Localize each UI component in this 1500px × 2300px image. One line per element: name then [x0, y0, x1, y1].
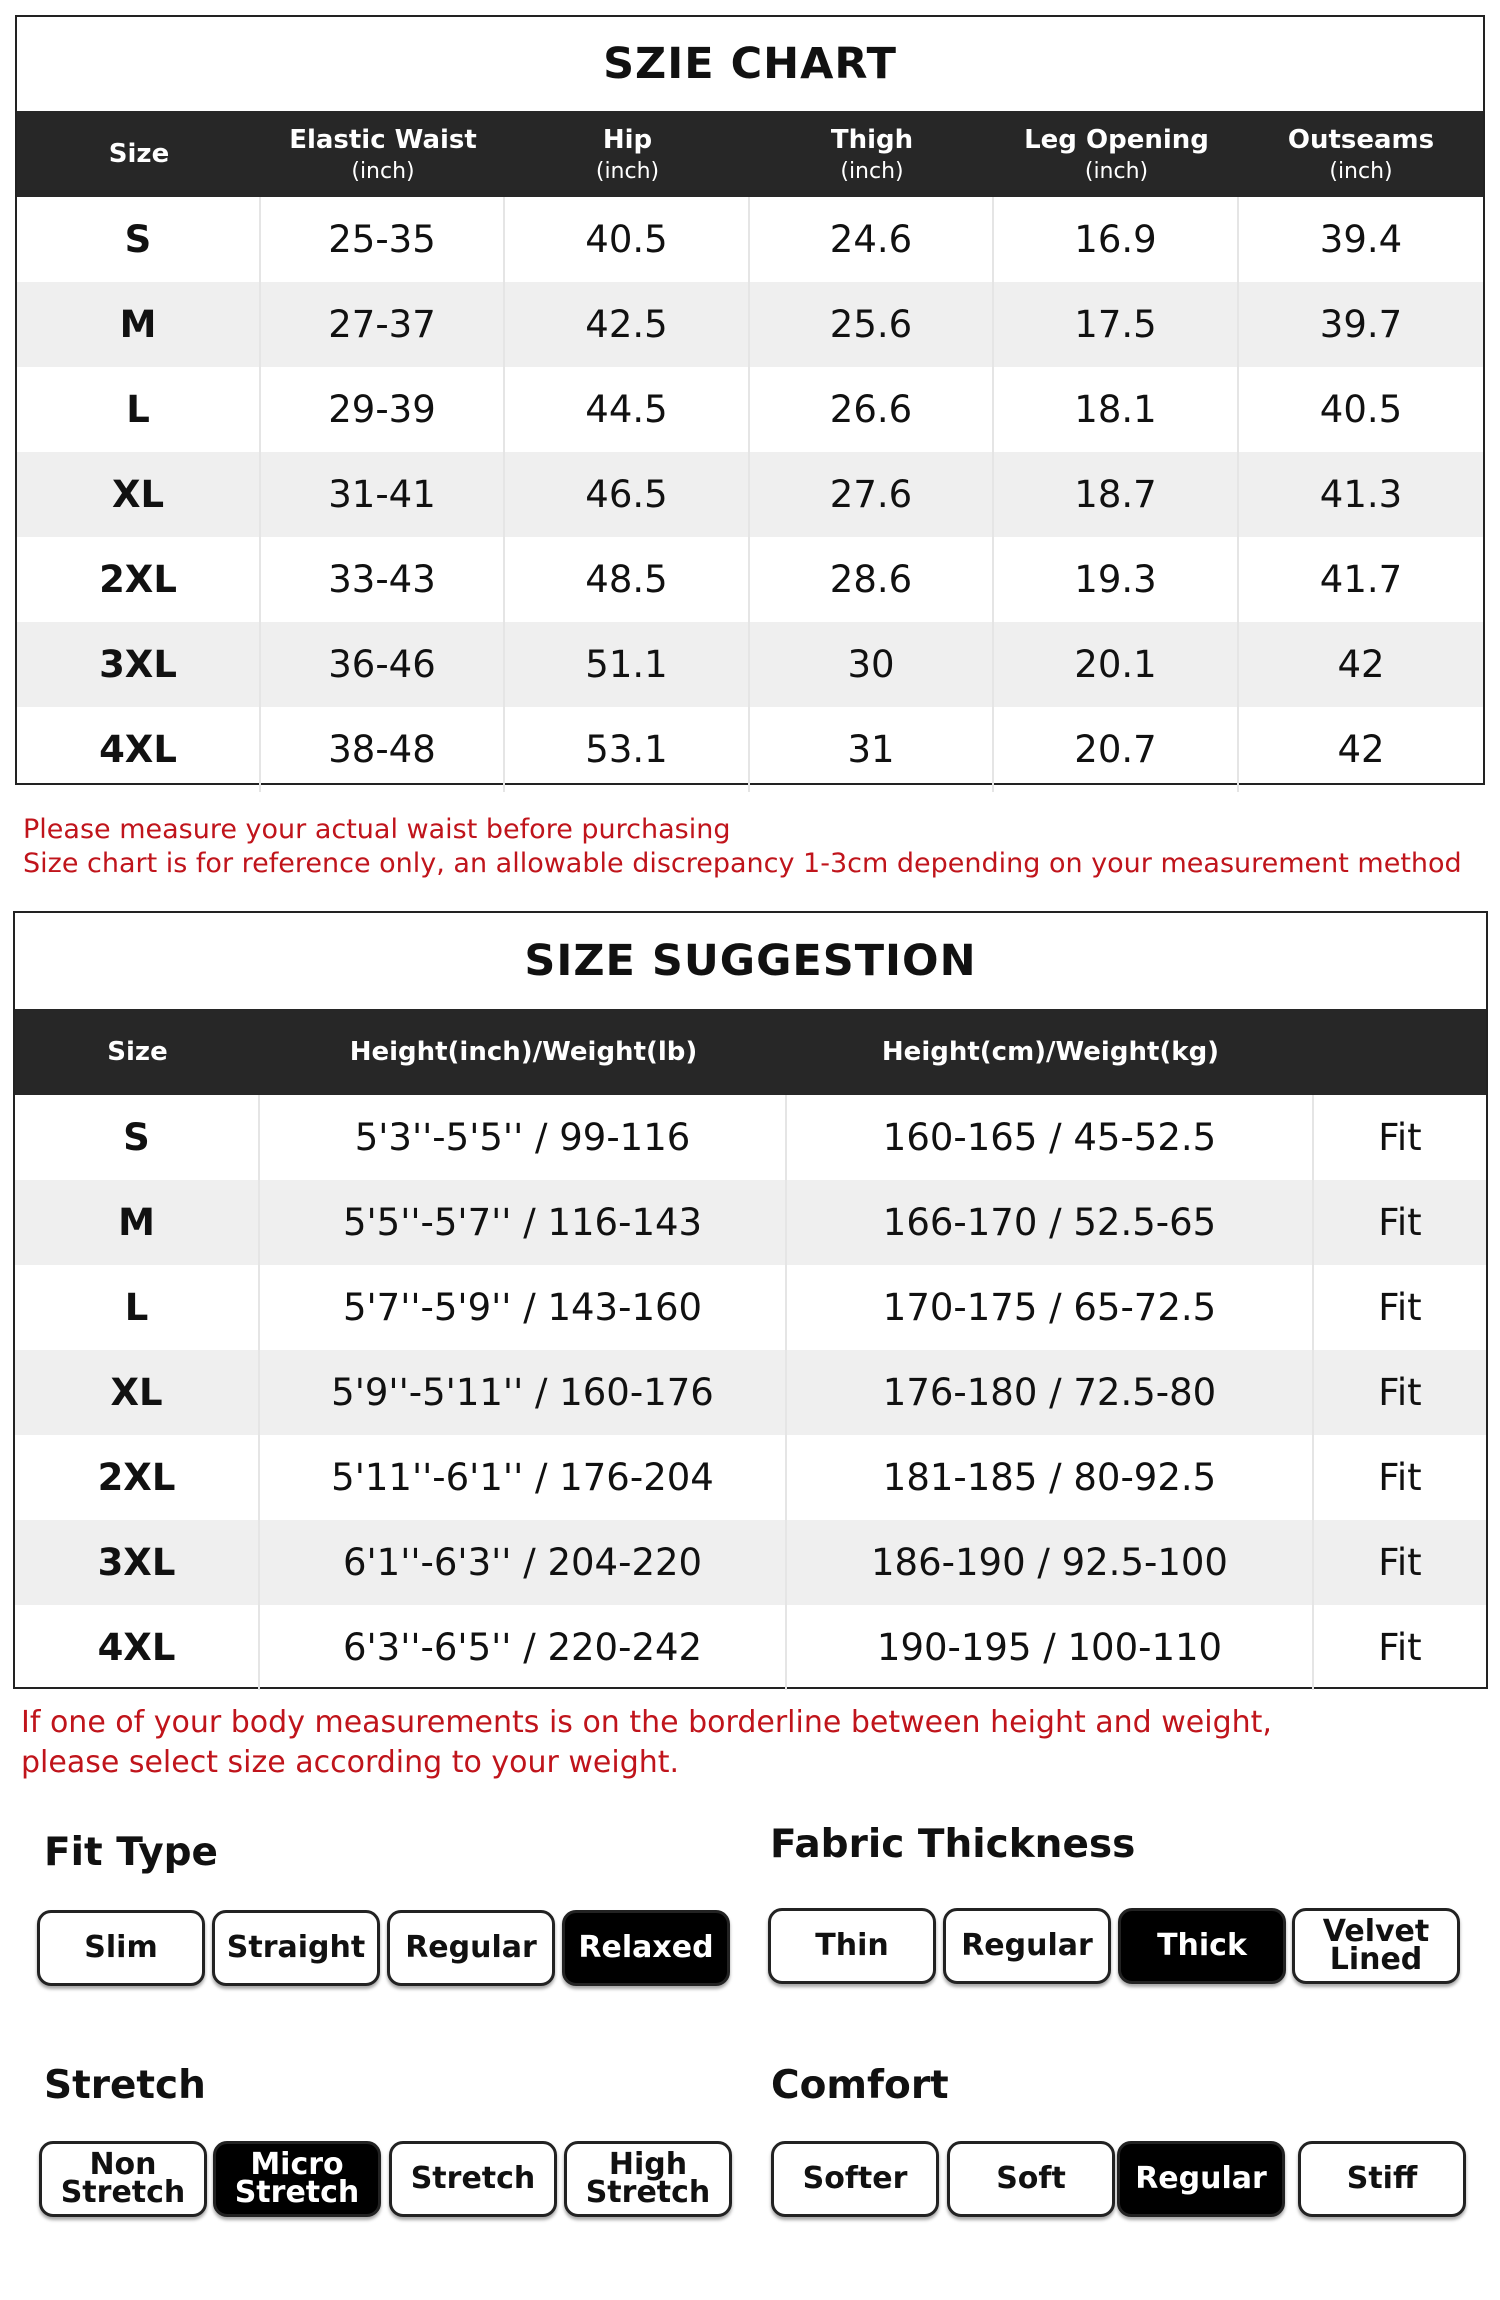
size-suggestion-body	[15, 1095, 1486, 1690]
table-row	[15, 1350, 1486, 1435]
table-row	[15, 1095, 1486, 1180]
size-chart-header	[17, 111, 1483, 197]
table-cell: 18.7	[994, 452, 1239, 537]
size-suggestion-header-cell	[260, 1037, 787, 1067]
size-label: XL	[15, 1350, 260, 1435]
stretch-option[interactable]: Stretch	[389, 2141, 557, 2217]
header-unit: (inch)	[595, 158, 660, 184]
table-cell: 186-190 / 92.5-100	[787, 1520, 1314, 1605]
table-cell: 25-35	[261, 197, 505, 282]
size-label: 4XL	[17, 707, 261, 792]
fit-type-option[interactable]: Slim	[37, 1910, 205, 1986]
table-cell: 30	[750, 622, 994, 707]
table-cell: 26.6	[750, 367, 994, 452]
table-cell: 33-43	[261, 537, 505, 622]
comfort-option[interactable]: Softer	[771, 2141, 939, 2217]
size-chart-header-cell	[750, 125, 994, 184]
size-label: L	[15, 1265, 260, 1350]
size-chart-title: SZIE CHART	[603, 39, 897, 89]
fabric-thickness-option[interactable]: Thick	[1118, 1908, 1286, 1984]
table-cell: 38-48	[261, 707, 505, 792]
size-chart-body	[17, 197, 1483, 792]
table-cell: 16.9	[994, 197, 1239, 282]
table-cell: 5'5''-5'7'' / 116-143	[260, 1180, 787, 1265]
stretch-title: Stretch	[44, 2063, 206, 2108]
table-cell: 6'3''-6'5'' / 220-242	[260, 1605, 787, 1690]
fit-label: Fit	[1378, 1626, 1422, 1669]
table-cell: 31	[750, 707, 994, 792]
header-unit: (inch)	[1329, 158, 1393, 184]
size-suggestion-note-1: If one of your body measurements is on the borderline between height and weight,	[21, 1705, 1272, 1740]
header-label: Leg Opening	[1024, 124, 1209, 155]
table-cell: 5'7''-5'9'' / 143-160	[260, 1265, 787, 1350]
table-row	[17, 707, 1483, 792]
size-chart-note-2: Size chart is for reference only, an allowable discrepancy 1-3cm depending on your measurement method	[23, 848, 1462, 879]
table-cell: 42	[1337, 643, 1385, 686]
table-cell: 5'9''-5'11'' / 160-176	[260, 1350, 787, 1435]
size-chart-header-cell	[994, 125, 1239, 184]
header-label: Elastic Waist	[289, 124, 477, 155]
table-cell: 31-41	[261, 452, 505, 537]
size-label: 2XL	[15, 1435, 260, 1520]
table-cell: 5'3''-5'5'' / 99-116	[260, 1095, 787, 1180]
table-cell: 42	[1337, 728, 1385, 771]
fit-label: Fit	[1378, 1201, 1422, 1244]
fabric-thickness-title: Fabric Thickness	[770, 1822, 1136, 1867]
table-cell: 24.6	[750, 197, 994, 282]
table-cell: 41.7	[1319, 558, 1403, 601]
table-cell: 19.3	[994, 537, 1239, 622]
table-cell: 39.7	[1319, 303, 1403, 346]
size-label: 4XL	[15, 1605, 260, 1690]
stretch-option[interactable]: Micro Stretch	[213, 2141, 381, 2217]
table-row	[15, 1180, 1486, 1265]
size-chart-header-cell	[1239, 125, 1483, 184]
table-cell: 39.4	[1319, 218, 1403, 261]
table-row	[15, 1435, 1486, 1520]
size-label: L	[17, 367, 261, 452]
size-chart-header-cell	[505, 125, 750, 184]
size-label: S	[15, 1095, 260, 1180]
table-cell: 27.6	[750, 452, 994, 537]
table-row	[17, 452, 1483, 537]
header-unit: (inch)	[351, 158, 415, 184]
header-unit: (inch)	[1084, 158, 1149, 184]
size-chart-table	[15, 15, 1485, 785]
size-label: S	[17, 197, 261, 282]
table-cell: 166-170 / 52.5-65	[787, 1180, 1314, 1265]
table-cell: 6'1''-6'3'' / 204-220	[260, 1520, 787, 1605]
comfort-option[interactable]: Stiff	[1298, 2141, 1466, 2217]
table-cell: 176-180 / 72.5-80	[787, 1350, 1314, 1435]
size-suggestion-header-cell	[787, 1037, 1314, 1067]
fit-label: Fit	[1378, 1371, 1422, 1414]
size-label: 3XL	[17, 622, 261, 707]
table-cell: 20.1	[994, 622, 1239, 707]
header-label: Hip	[602, 124, 653, 155]
table-cell: 44.5	[505, 367, 750, 452]
header-label: Thigh	[830, 124, 914, 155]
table-row	[17, 282, 1483, 367]
table-cell: 41.3	[1319, 473, 1403, 516]
table-row	[17, 622, 1483, 707]
table-cell: 190-195 / 100-110	[787, 1605, 1314, 1690]
table-row	[15, 1265, 1486, 1350]
fit-type-title: Fit Type	[44, 1830, 218, 1875]
size-label: M	[17, 282, 261, 367]
header-label: Height(cm)/Weight(kg)	[881, 1037, 1220, 1067]
comfort-option[interactable]: Regular	[1117, 2141, 1285, 2217]
table-cell: 5'11''-6'1'' / 176-204	[260, 1435, 787, 1520]
table-cell: 29-39	[261, 367, 505, 452]
size-suggestion-note-2: please select size according to your weight.	[21, 1745, 680, 1780]
fit-type-option[interactable]: Relaxed	[562, 1910, 730, 1986]
table-cell: 28.6	[750, 537, 994, 622]
size-suggestion-header	[15, 1009, 1486, 1095]
fit-type-option[interactable]: Regular	[387, 1910, 555, 1986]
table-cell: 51.1	[505, 622, 750, 707]
size-label: 3XL	[15, 1520, 260, 1605]
size-label: XL	[17, 452, 261, 537]
header-label: Outseams	[1287, 124, 1435, 155]
table-row	[15, 1605, 1486, 1690]
table-cell: 27-37	[261, 282, 505, 367]
table-cell: 36-46	[261, 622, 505, 707]
table-cell: 160-165 / 45-52.5	[787, 1095, 1314, 1180]
comfort-option[interactable]: Soft	[947, 2141, 1115, 2217]
table-cell: 20.7	[994, 707, 1239, 792]
fabric-thickness-option[interactable]: Regular	[943, 1908, 1111, 1984]
table-cell: 42.5	[505, 282, 750, 367]
fabric-thickness-option[interactable]: Thin	[768, 1908, 936, 1984]
header-label: Size	[108, 139, 170, 169]
table-cell: 40.5	[505, 197, 750, 282]
table-cell: 25.6	[750, 282, 994, 367]
fabric-thickness-option[interactable]: Velvet Lined	[1292, 1908, 1460, 1984]
fit-type-option[interactable]: Straight	[212, 1910, 380, 1986]
size-suggestion-header-cell	[15, 1037, 260, 1067]
table-cell: 53.1	[505, 707, 750, 792]
table-cell: 170-175 / 65-72.5	[787, 1265, 1314, 1350]
table-cell: 48.5	[505, 537, 750, 622]
table-row	[17, 537, 1483, 622]
table-row	[17, 197, 1483, 282]
stretch-option[interactable]: High Stretch	[564, 2141, 732, 2217]
table-cell: 46.5	[505, 452, 750, 537]
size-suggestion-title: SIZE SUGGESTION	[524, 936, 977, 986]
table-row	[17, 367, 1483, 452]
header-unit: (inch)	[840, 158, 904, 184]
table-cell: 17.5	[994, 282, 1239, 367]
size-chart-note-1: Please measure your actual waist before purchasing	[23, 814, 731, 845]
table-cell: 18.1	[994, 367, 1239, 452]
size-chart-header-cell	[261, 125, 505, 184]
table-row	[15, 1520, 1486, 1605]
table-cell: 40.5	[1319, 388, 1403, 431]
table-cell: 181-185 / 80-92.5	[787, 1435, 1314, 1520]
size-suggestion-table	[13, 911, 1488, 1689]
size-chart-header-cell	[17, 139, 261, 169]
fit-label: Fit	[1378, 1286, 1422, 1329]
header-label: Size	[107, 1037, 168, 1067]
size-label: 2XL	[17, 537, 261, 622]
fit-label: Fit	[1378, 1541, 1422, 1584]
stretch-option[interactable]: Non Stretch	[39, 2141, 207, 2217]
fit-label: Fit	[1378, 1116, 1422, 1159]
comfort-title: Comfort	[771, 2063, 949, 2108]
fit-label: Fit	[1378, 1456, 1422, 1499]
size-label: M	[15, 1180, 260, 1265]
header-label: Height(inch)/Weight(lb)	[349, 1037, 698, 1067]
